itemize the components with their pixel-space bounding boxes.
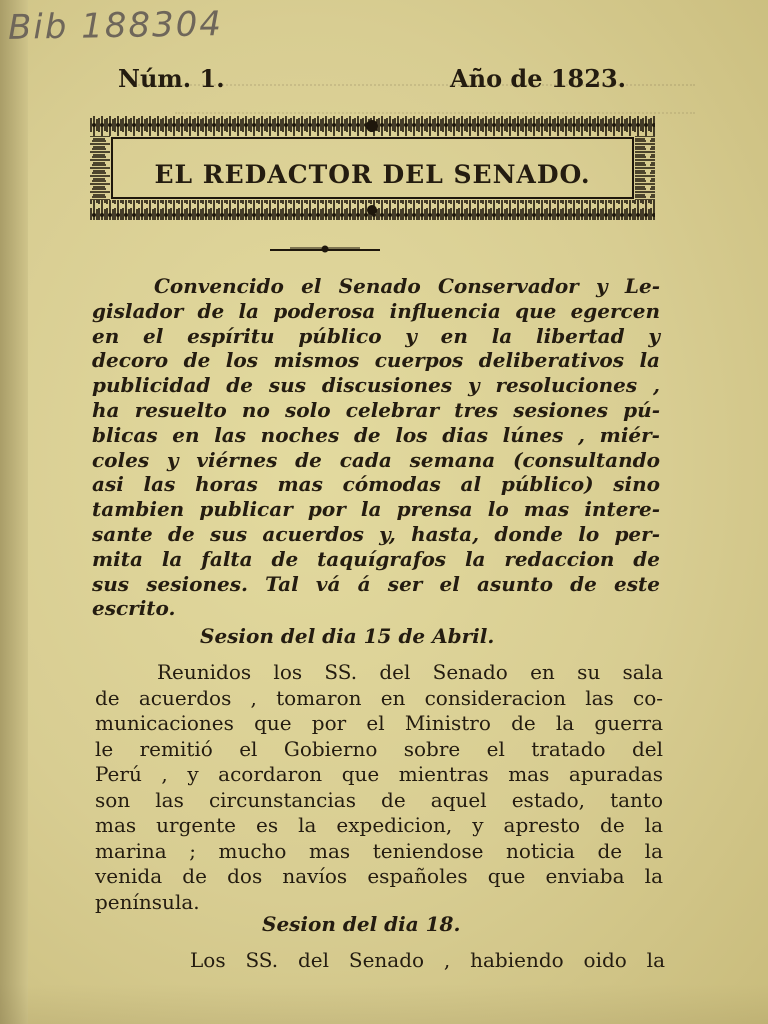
intro-line: publicidad de sus discusiones y resoluciones , bbox=[92, 373, 660, 398]
report-line: mas urgente es la expedicion, y apresto de la bbox=[95, 813, 663, 837]
intro-line: asi las horas mas cómodas al público) sino bbox=[92, 472, 660, 497]
report-line: península. bbox=[95, 889, 200, 914]
session-heading-2: Sesion del dia 18. bbox=[262, 912, 461, 936]
report-line: municaciones que por el Ministro de la guerra bbox=[95, 711, 663, 735]
newspaper-title: EL REDACTOR DEL SENADO. bbox=[154, 160, 591, 189]
introduction-paragraph bbox=[92, 274, 660, 621]
intro-line: sus sesiones. Tal vá á ser el asunto de este bbox=[92, 571, 660, 596]
decorative-rule bbox=[270, 243, 380, 257]
issue-number: Núm. 1. bbox=[118, 64, 225, 93]
intro-line: coles y viérnes de cada semana (consultando bbox=[92, 447, 660, 472]
intro-line: decoro de los mismos cuerpos deliberativos la bbox=[92, 348, 660, 373]
intro-line: ha resuelto no solo celebrar tres sesiones pú- bbox=[92, 397, 660, 422]
report-line: marina ; mucho mas teniendose noticia de la bbox=[95, 838, 663, 863]
report-line: Los SS. del Senado , habiendo oido la bbox=[190, 948, 665, 972]
report-line: Reunidos los SS. del Senado en su sala bbox=[157, 660, 663, 684]
intro-line: sante de sus acuerdos y, hasta, donde lo per- bbox=[92, 521, 660, 546]
handwritten-shelfmark: Bib 188304 bbox=[7, 4, 224, 48]
intro-line: gislador de la poderosa influencia que egercen bbox=[92, 298, 660, 323]
report-line: le remitió el Gobierno sobre el tratado del bbox=[95, 736, 663, 761]
intro-line: escrito. bbox=[92, 596, 176, 621]
masthead bbox=[90, 116, 655, 220]
report-line: venida de dos navíos españoles que enviaba la bbox=[95, 864, 663, 888]
intro-line: en el espíritu público y en la libertad y bbox=[92, 323, 660, 348]
issue-year: Año de 1823. bbox=[450, 64, 626, 93]
intro-line: Convencido el Senado Conservador y Le- bbox=[154, 274, 660, 298]
page-bottom-shade bbox=[0, 984, 768, 1024]
report-line: Perú , y acordaron que mientras mas apuradas bbox=[95, 762, 663, 786]
page-binding-edge bbox=[0, 0, 28, 1024]
intro-line: blicas en las noches de los dias lúnes , miér- bbox=[92, 422, 660, 447]
intro-line: mita la falta de taquígrafos la redaccion de bbox=[92, 546, 660, 571]
issue-header bbox=[118, 64, 626, 96]
report-line: de acuerdos , tomaron en consideracion las co- bbox=[95, 685, 663, 710]
report-line: son las circunstancias de aquel estado, tanto bbox=[95, 787, 663, 812]
intro-line: tambien publicar por la prensa lo mas intere- bbox=[92, 497, 660, 522]
session-heading: Sesion del dia 15 de Abril. bbox=[200, 624, 495, 648]
session-report bbox=[95, 660, 663, 915]
